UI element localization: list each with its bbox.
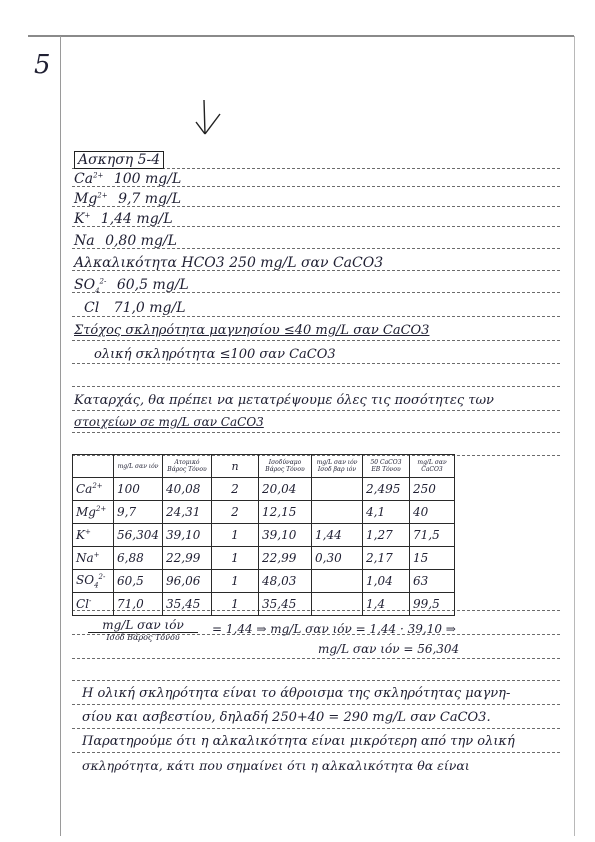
table-header: 50 CaCO3 EB Τόνου [363,455,410,478]
table-cell: 1 [212,524,259,547]
fraction-result: mg/L σαν ιόν = 56,304 [318,642,460,656]
table-cell: 6,88 [114,547,163,570]
table-row [73,501,455,524]
ruled-line [72,340,560,341]
table-cell: 56,304 [114,524,163,547]
table-cell-ion: $Mg^{2+}$ [73,501,114,524]
total-hardness-line-1: Η ολική σκληρότητα είναι το άθροισμα της σκληρότητας μαγνη- [82,686,511,701]
table-cell: 250 [410,478,455,501]
table-cell: 0,30 [312,547,363,570]
table-cell: 15 [410,547,455,570]
total-hardness-line-3: Παρατηρούμε ότι η αλκαλικότητα είναι μικρότερη από την ολική [82,734,515,749]
table-cell: 100 [114,478,163,501]
exercise-heading: Ασκηση 5-4 [74,151,164,169]
total-hardness-line-4: σκληρότητα, κάτι που σημαίνει ότι η αλκαλικότητα θα είναι [82,758,470,773]
table-cell: 2 [212,501,259,524]
convert-line-1: Καταρχάς, θα πρέπει να μετατρέψουμε όλες τις ποσότητες των [74,393,494,408]
table-cell: 39,10 [259,524,312,547]
table-cell-ion: $SO_4^{2-}$ [73,570,114,593]
table-cell-ion: Na+ [73,547,114,570]
table-cell: 12,15 [259,501,312,524]
ion-line-so4: $SO_4^{2-}$ 60,5 mg/L [74,277,189,295]
table-cell: 40 [410,501,455,524]
table-cell: 63 [410,570,455,593]
page-right-border [574,36,575,836]
page-margin-line [60,36,61,836]
table-header: mg/L σαν CaCO3 [410,455,455,478]
table-cell-ion: $Ca^{2+}$ [73,478,114,501]
ion-line-cl: Cl 71,0 mg/L [84,300,186,316]
ruled-line [72,432,560,433]
table-cell [312,478,363,501]
table-cell [312,570,363,593]
target-magnesium-line: Στόχος σκληρότητα μαγνησίου ≤40 mg/L σαν CaCO3 [74,323,430,338]
table-header: mg/L σαν ιόν [114,455,163,478]
table-cell: 2 [212,478,259,501]
table-cell: 60,5 [114,570,163,593]
ion-line-na: Na 0,80 mg/L [74,233,177,249]
table-header: mg/L σαν ιόν Ισοδ βαρ ιόν [312,455,363,478]
table-cell: 1,4 [363,593,410,616]
table-row [73,478,455,501]
table-cell: 35,45 [163,593,212,616]
ruled-line [72,704,560,705]
table-cell: 1,44 [312,524,363,547]
table-cell-ion: Cl- [73,593,114,616]
table-cell: 71,5 [410,524,455,547]
table-header: Ισοδύναμο Βάρος Τόνου [259,455,312,478]
table-cell: 24,31 [163,501,212,524]
ion-line-k: K+ 1,44 mg/L [74,211,173,227]
total-hardness-line-2: σίου και ασβεστίου, δηλαδή 250+40 = 290 mg/L σαν CaCO3. [82,710,491,725]
table-header: Ατομικό Βάρος Τόνου [163,455,212,478]
table-cell: 4,1 [363,501,410,524]
fraction-numerator: mg/L σαν ιόν [88,618,198,633]
conversion-table [72,454,455,616]
table-cell: 2,17 [363,547,410,570]
fraction-block [88,618,198,642]
table-cell: 1,04 [363,570,410,593]
table-row [73,524,455,547]
ruled-line [72,728,560,729]
table-cell: 1 [212,547,259,570]
table-cell: 71,0 [114,593,163,616]
table-cell [312,501,363,524]
alkalinity-line: Αλκαλικότητα HCO3 250 mg/L σαν CaCO3 [74,255,384,271]
convert-line-2: στοιχείων σε mg/L σαν CaCO3 [74,415,264,429]
table-header-row [73,455,455,478]
table-cell: 22,99 [259,547,312,570]
table-header [73,455,114,478]
ruled-line [72,316,560,317]
ion-line-mg: $Mg^{2+}$ 9,7 mg/L [74,191,182,207]
fraction-denominator: Ισοδ Βάρος Τόνου [106,633,180,642]
table-cell: 96,06 [163,570,212,593]
table-cell: 40,08 [163,478,212,501]
ruled-line [72,658,560,659]
page-number: 5 [34,50,51,80]
table-cell: 20,04 [259,478,312,501]
table-cell-ion: K+ [73,524,114,547]
ion-line-ca: $Ca^{2+}$ 100 mg/L [74,171,182,187]
table-cell: 99,5 [410,593,455,616]
table-cell: 1,27 [363,524,410,547]
table-cell: 22,99 [163,547,212,570]
page-top-border [28,35,574,37]
table-cell: 1 [212,593,259,616]
table-cell: 39,10 [163,524,212,547]
table-row [73,570,455,593]
arrow-down-icon [190,98,230,142]
table-cell: 1 [212,570,259,593]
ruled-line [72,752,560,753]
table-cell: 9,7 [114,501,163,524]
table-cell: 35,45 [259,593,312,616]
ruled-line [72,680,560,681]
ruled-line [72,410,560,411]
ruled-line [72,386,560,387]
fraction-equation: = 1,44 ⇒ mg/L σαν ιόν = 1,44 · 39,10 ⇒ [212,622,456,636]
table-cell: 48,03 [259,570,312,593]
table-cell: 2,495 [363,478,410,501]
target-total-line: ολική σκληρότητα ≤100 σαν CaCO3 [94,347,336,362]
table-row [73,593,455,616]
table-header: n [212,455,259,478]
table-cell [312,593,363,616]
ruled-line [72,363,560,364]
table-row [73,547,455,570]
